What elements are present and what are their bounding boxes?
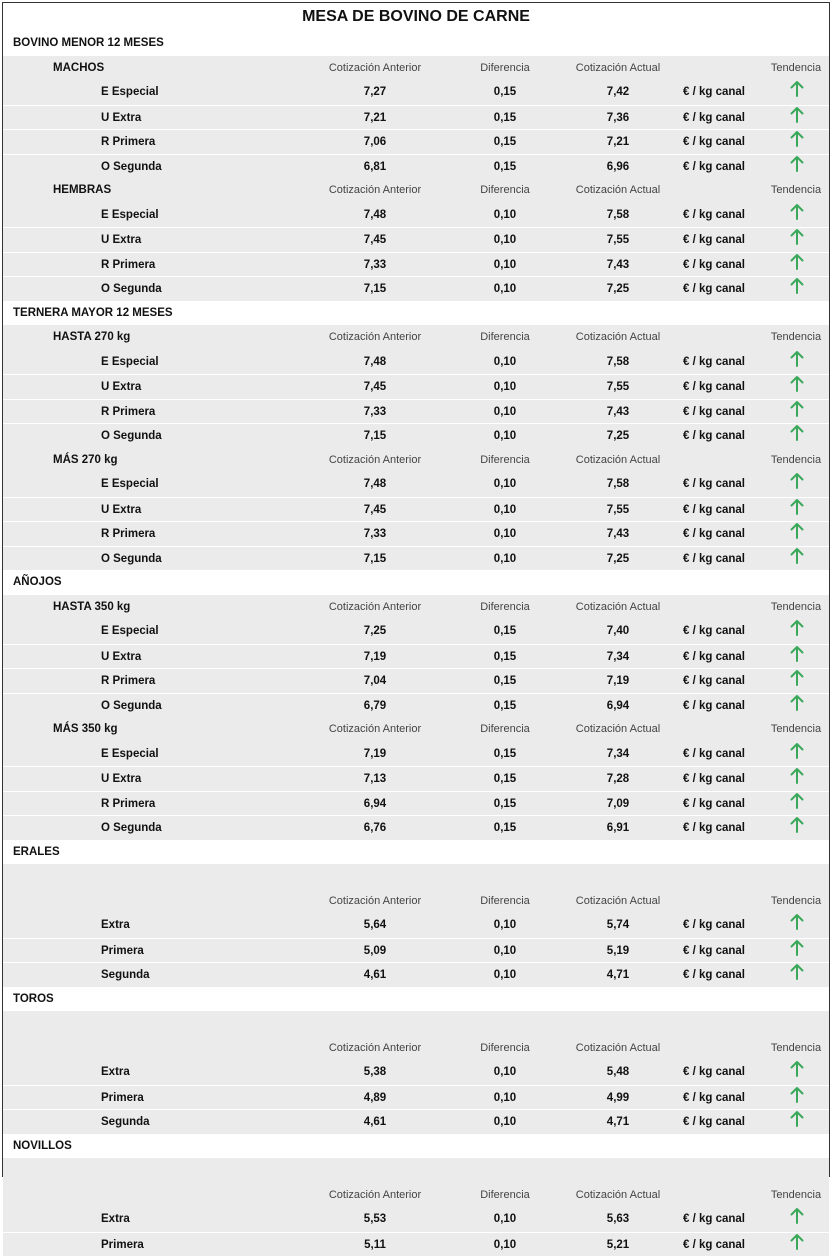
cotizacion-actual-value: 7,34 bbox=[558, 742, 678, 767]
unit-label: € / kg canal bbox=[683, 767, 745, 792]
table-row bbox=[3, 693, 829, 718]
unit-label: € / kg canal bbox=[683, 913, 745, 938]
unit-label: € / kg canal bbox=[683, 375, 745, 400]
header-cotizacion-actual: Cotización Actual bbox=[558, 178, 678, 203]
cotizacion-actual-value: 7,40 bbox=[558, 619, 678, 644]
cotizacion-actual-value: 7,55 bbox=[558, 375, 678, 400]
cotizacion-actual-value: 7,55 bbox=[558, 228, 678, 253]
section-heading bbox=[3, 840, 829, 865]
diferencia-value: 0,10 bbox=[465, 1207, 545, 1232]
grade-label: O Segunda bbox=[101, 155, 162, 180]
unit-label: € / kg canal bbox=[683, 472, 745, 497]
column-header-row bbox=[3, 56, 829, 81]
header-cotizacion-anterior: Cotización Anterior bbox=[313, 889, 437, 914]
unit-label: € / kg canal bbox=[683, 619, 745, 644]
arrow-up-icon bbox=[789, 1060, 805, 1078]
arrow-up-icon bbox=[789, 742, 805, 760]
header-cotizacion-actual: Cotización Actual bbox=[558, 1183, 678, 1208]
grade-label: E Especial bbox=[101, 350, 159, 375]
cotizacion-actual-value: 7,28 bbox=[558, 767, 678, 792]
arrow-up-icon bbox=[789, 939, 805, 957]
diferencia-value: 0,15 bbox=[465, 130, 545, 155]
section-label: AÑOJOS bbox=[13, 570, 62, 595]
diferencia-value: 0,10 bbox=[465, 547, 545, 572]
cotizacion-anterior-value: 7,45 bbox=[313, 498, 437, 523]
cotizacion-anterior-value: 6,76 bbox=[313, 816, 437, 841]
table-row bbox=[3, 105, 829, 130]
header-tendencia: Tendencia bbox=[763, 595, 829, 620]
unit-label: € / kg canal bbox=[683, 253, 745, 278]
cotizacion-anterior-value: 5,64 bbox=[313, 913, 437, 938]
grade-label: R Primera bbox=[101, 792, 155, 817]
table-row bbox=[3, 791, 829, 816]
grade-label: O Segunda bbox=[101, 547, 162, 572]
column-header-row bbox=[3, 889, 829, 914]
arrow-up-icon bbox=[789, 1110, 805, 1128]
table-row bbox=[3, 1060, 829, 1085]
arrow-up-icon bbox=[789, 155, 805, 173]
arrow-up-icon bbox=[789, 253, 805, 271]
diferencia-value: 0,10 bbox=[465, 253, 545, 278]
page-title: MESA DE BOVINO DE CARNE bbox=[3, 3, 829, 31]
table-row bbox=[3, 374, 829, 399]
table-row bbox=[3, 742, 829, 767]
grade-label: R Primera bbox=[101, 522, 155, 547]
unit-label: € / kg canal bbox=[683, 424, 745, 449]
cotizacion-anterior-value: 7,45 bbox=[313, 375, 437, 400]
table-row bbox=[3, 252, 829, 277]
arrow-up-icon bbox=[789, 669, 805, 687]
unit-label: € / kg canal bbox=[683, 669, 745, 694]
diferencia-value: 0,10 bbox=[465, 375, 545, 400]
unit-label: € / kg canal bbox=[683, 130, 745, 155]
table-row bbox=[3, 350, 829, 375]
cotizacion-actual-value: 7,55 bbox=[558, 498, 678, 523]
column-header-row bbox=[3, 178, 829, 203]
arrow-up-icon bbox=[789, 498, 805, 516]
section-label: TOROS bbox=[13, 987, 54, 1012]
cotizacion-anterior-value: 6,94 bbox=[313, 792, 437, 817]
cotizacion-anterior-value: 6,79 bbox=[313, 694, 437, 719]
header-tendencia: Tendencia bbox=[763, 448, 829, 473]
diferencia-value: 0,10 bbox=[465, 472, 545, 497]
arrow-up-icon bbox=[789, 472, 805, 490]
diferencia-value: 0,15 bbox=[465, 645, 545, 670]
header-diferencia: Diferencia bbox=[465, 717, 545, 742]
unit-label: € / kg canal bbox=[683, 80, 745, 105]
cotizacion-anterior-value: 5,11 bbox=[313, 1233, 437, 1257]
arrow-up-icon bbox=[789, 1233, 805, 1251]
diferencia-value: 0,10 bbox=[465, 350, 545, 375]
table-row bbox=[3, 129, 829, 154]
diferencia-value: 0,10 bbox=[465, 400, 545, 425]
unit-label: € / kg canal bbox=[683, 1233, 745, 1257]
diferencia-value: 0,15 bbox=[465, 80, 545, 105]
diferencia-value: 0,10 bbox=[465, 913, 545, 938]
price-table-sheet bbox=[2, 2, 830, 1177]
cotizacion-actual-value: 7,42 bbox=[558, 80, 678, 105]
cotizacion-actual-value: 7,43 bbox=[558, 253, 678, 278]
table-row bbox=[3, 276, 829, 301]
cotizacion-actual-value: 7,58 bbox=[558, 203, 678, 228]
unit-label: € / kg canal bbox=[683, 547, 745, 572]
unit-label: € / kg canal bbox=[683, 1207, 745, 1232]
cotizacion-anterior-value: 7,19 bbox=[313, 645, 437, 670]
header-cotizacion-actual: Cotización Actual bbox=[558, 1036, 678, 1061]
grade-label: U Extra bbox=[101, 375, 141, 400]
arrow-up-icon bbox=[789, 424, 805, 442]
section-heading bbox=[3, 301, 829, 326]
arrow-up-icon bbox=[789, 106, 805, 124]
cotizacion-anterior-value: 7,13 bbox=[313, 767, 437, 792]
arrow-up-icon bbox=[789, 80, 805, 98]
column-header-row bbox=[3, 325, 829, 350]
cotizacion-anterior-value: 7,48 bbox=[313, 203, 437, 228]
grade-label: U Extra bbox=[101, 228, 141, 253]
unit-label: € / kg canal bbox=[683, 203, 745, 228]
grade-label: E Especial bbox=[101, 80, 159, 105]
arrow-up-icon bbox=[789, 767, 805, 785]
unit-label: € / kg canal bbox=[683, 1060, 745, 1085]
column-header-row bbox=[3, 717, 829, 742]
cotizacion-anterior-value: 5,38 bbox=[313, 1060, 437, 1085]
header-diferencia: Diferencia bbox=[465, 1036, 545, 1061]
grade-label: O Segunda bbox=[101, 694, 162, 719]
arrow-up-icon bbox=[789, 130, 805, 148]
diferencia-value: 0,15 bbox=[465, 155, 545, 180]
table-row bbox=[3, 423, 829, 448]
header-tendencia: Tendencia bbox=[763, 889, 829, 914]
column-header-row bbox=[3, 1036, 829, 1061]
cotizacion-actual-value: 7,58 bbox=[558, 350, 678, 375]
header-cotizacion-actual: Cotización Actual bbox=[558, 889, 678, 914]
spacer-row bbox=[3, 1158, 829, 1183]
grade-label: U Extra bbox=[101, 498, 141, 523]
header-cotizacion-anterior: Cotización Anterior bbox=[313, 595, 437, 620]
grade-label: Extra bbox=[101, 913, 130, 938]
grade-label: R Primera bbox=[101, 400, 155, 425]
column-header-row bbox=[3, 448, 829, 473]
grade-label: Segunda bbox=[101, 1110, 150, 1135]
header-tendencia: Tendencia bbox=[763, 1183, 829, 1208]
arrow-up-icon bbox=[789, 400, 805, 418]
grade-label: Extra bbox=[101, 1207, 130, 1232]
table-row bbox=[3, 815, 829, 840]
group-label: HEMBRAS bbox=[53, 178, 111, 203]
header-cotizacion-anterior: Cotización Anterior bbox=[313, 325, 437, 350]
table-row bbox=[3, 668, 829, 693]
section-heading bbox=[3, 1134, 829, 1159]
column-header-row bbox=[3, 595, 829, 620]
grade-label: U Extra bbox=[101, 767, 141, 792]
header-cotizacion-actual: Cotización Actual bbox=[558, 325, 678, 350]
arrow-up-icon bbox=[789, 375, 805, 393]
arrow-up-icon bbox=[789, 1207, 805, 1225]
cotizacion-actual-value: 7,36 bbox=[558, 106, 678, 131]
arrow-up-icon bbox=[789, 645, 805, 663]
diferencia-value: 0,15 bbox=[465, 106, 545, 131]
diferencia-value: 0,10 bbox=[465, 424, 545, 449]
diferencia-value: 0,10 bbox=[465, 228, 545, 253]
grade-label: R Primera bbox=[101, 253, 155, 278]
unit-label: € / kg canal bbox=[683, 400, 745, 425]
arrow-up-icon bbox=[789, 963, 805, 981]
table-row bbox=[3, 154, 829, 179]
grade-label: E Especial bbox=[101, 742, 159, 767]
diferencia-value: 0,10 bbox=[465, 277, 545, 302]
grade-label: U Extra bbox=[101, 645, 141, 670]
table-row bbox=[3, 497, 829, 522]
unit-label: € / kg canal bbox=[683, 498, 745, 523]
unit-label: € / kg canal bbox=[683, 228, 745, 253]
diferencia-value: 0,15 bbox=[465, 792, 545, 817]
cotizacion-actual-value: 7,19 bbox=[558, 669, 678, 694]
cotizacion-anterior-value: 7,33 bbox=[313, 522, 437, 547]
diferencia-value: 0,10 bbox=[465, 203, 545, 228]
cotizacion-actual-value: 7,25 bbox=[558, 547, 678, 572]
section-label: BOVINO MENOR 12 MESES bbox=[13, 31, 164, 56]
cotizacion-actual-value: 6,91 bbox=[558, 816, 678, 841]
arrow-up-icon bbox=[789, 547, 805, 565]
header-tendencia: Tendencia bbox=[763, 325, 829, 350]
cotizacion-actual-value: 7,25 bbox=[558, 424, 678, 449]
unit-label: € / kg canal bbox=[683, 694, 745, 719]
grade-label: R Primera bbox=[101, 130, 155, 155]
section-label: ERALES bbox=[13, 840, 60, 865]
column-header-row bbox=[3, 1183, 829, 1208]
cotizacion-actual-value: 7,43 bbox=[558, 400, 678, 425]
header-cotizacion-anterior: Cotización Anterior bbox=[313, 1183, 437, 1208]
arrow-up-icon bbox=[789, 350, 805, 368]
cotizacion-actual-value: 7,21 bbox=[558, 130, 678, 155]
header-diferencia: Diferencia bbox=[465, 889, 545, 914]
section-heading bbox=[3, 570, 829, 595]
section-label: NOVILLOS bbox=[13, 1134, 72, 1159]
cotizacion-anterior-value: 7,48 bbox=[313, 472, 437, 497]
diferencia-value: 0,10 bbox=[465, 522, 545, 547]
unit-label: € / kg canal bbox=[683, 522, 745, 547]
arrow-up-icon bbox=[789, 619, 805, 637]
header-diferencia: Diferencia bbox=[465, 448, 545, 473]
table-row bbox=[3, 1085, 829, 1110]
table-row bbox=[3, 644, 829, 669]
cotizacion-actual-value: 7,58 bbox=[558, 472, 678, 497]
unit-label: € / kg canal bbox=[683, 742, 745, 767]
cotizacion-anterior-value: 4,61 bbox=[313, 1110, 437, 1135]
diferencia-value: 0,15 bbox=[465, 816, 545, 841]
grade-label: E Especial bbox=[101, 619, 159, 644]
spacer-row bbox=[3, 1011, 829, 1036]
header-diferencia: Diferencia bbox=[465, 595, 545, 620]
diferencia-value: 0,10 bbox=[465, 1060, 545, 1085]
grade-label: E Especial bbox=[101, 203, 159, 228]
cotizacion-actual-value: 7,09 bbox=[558, 792, 678, 817]
grade-label: O Segunda bbox=[101, 816, 162, 841]
cotizacion-anterior-value: 7,25 bbox=[313, 619, 437, 644]
grade-label: Segunda bbox=[101, 963, 150, 988]
diferencia-value: 0,15 bbox=[465, 669, 545, 694]
grade-label: Primera bbox=[101, 939, 144, 964]
cotizacion-anterior-value: 7,48 bbox=[313, 350, 437, 375]
cotizacion-anterior-value: 7,21 bbox=[313, 106, 437, 131]
cotizacion-actual-value: 7,43 bbox=[558, 522, 678, 547]
arrow-up-icon bbox=[789, 277, 805, 295]
unit-label: € / kg canal bbox=[683, 963, 745, 988]
unit-label: € / kg canal bbox=[683, 645, 745, 670]
spacer-row bbox=[3, 864, 829, 889]
cotizacion-anterior-value: 4,89 bbox=[313, 1086, 437, 1111]
unit-label: € / kg canal bbox=[683, 1110, 745, 1135]
cotizacion-anterior-value: 7,04 bbox=[313, 669, 437, 694]
cotizacion-actual-value: 5,63 bbox=[558, 1207, 678, 1232]
cotizacion-anterior-value: 5,53 bbox=[313, 1207, 437, 1232]
cotizacion-actual-value: 6,96 bbox=[558, 155, 678, 180]
header-cotizacion-actual: Cotización Actual bbox=[558, 448, 678, 473]
unit-label: € / kg canal bbox=[683, 1086, 745, 1111]
grade-label: Extra bbox=[101, 1060, 130, 1085]
cotizacion-anterior-value: 4,61 bbox=[313, 963, 437, 988]
header-cotizacion-anterior: Cotización Anterior bbox=[313, 717, 437, 742]
section-label: TERNERA MAYOR 12 MESES bbox=[13, 301, 173, 326]
header-tendencia: Tendencia bbox=[763, 1036, 829, 1061]
unit-label: € / kg canal bbox=[683, 277, 745, 302]
group-label: MACHOS bbox=[53, 56, 104, 81]
cotizacion-anterior-value: 7,19 bbox=[313, 742, 437, 767]
header-cotizacion-anterior: Cotización Anterior bbox=[313, 178, 437, 203]
header-cotizacion-actual: Cotización Actual bbox=[558, 56, 678, 81]
unit-label: € / kg canal bbox=[683, 350, 745, 375]
grade-label: Primera bbox=[101, 1233, 144, 1257]
table-row bbox=[3, 472, 829, 497]
cotizacion-actual-value: 5,19 bbox=[558, 939, 678, 964]
header-tendencia: Tendencia bbox=[763, 56, 829, 81]
diferencia-value: 0,10 bbox=[465, 498, 545, 523]
arrow-up-icon bbox=[789, 913, 805, 931]
section-heading bbox=[3, 31, 829, 56]
cotizacion-actual-value: 7,25 bbox=[558, 277, 678, 302]
header-tendencia: Tendencia bbox=[763, 178, 829, 203]
cotizacion-anterior-value: 7,15 bbox=[313, 424, 437, 449]
group-label: MÁS 350 kg bbox=[53, 717, 118, 742]
table-row bbox=[3, 399, 829, 424]
diferencia-value: 0,10 bbox=[465, 1110, 545, 1135]
table-row bbox=[3, 766, 829, 791]
grade-label: O Segunda bbox=[101, 424, 162, 449]
header-diferencia: Diferencia bbox=[465, 1183, 545, 1208]
arrow-up-icon bbox=[789, 816, 805, 834]
section-heading bbox=[3, 987, 829, 1012]
grade-label: U Extra bbox=[101, 106, 141, 131]
cotizacion-anterior-value: 7,45 bbox=[313, 228, 437, 253]
header-diferencia: Diferencia bbox=[465, 56, 545, 81]
group-label: MÁS 270 kg bbox=[53, 448, 118, 473]
cotizacion-actual-value: 5,48 bbox=[558, 1060, 678, 1085]
cotizacion-actual-value: 4,71 bbox=[558, 963, 678, 988]
cotizacion-anterior-value: 7,15 bbox=[313, 277, 437, 302]
cotizacion-actual-value: 4,99 bbox=[558, 1086, 678, 1111]
header-cotizacion-actual: Cotización Actual bbox=[558, 717, 678, 742]
price-table bbox=[3, 31, 829, 1256]
table-row bbox=[3, 546, 829, 571]
cotizacion-anterior-value: 5,09 bbox=[313, 939, 437, 964]
table-row bbox=[3, 962, 829, 987]
table-row bbox=[3, 521, 829, 546]
group-label: HASTA 350 kg bbox=[53, 595, 130, 620]
cotizacion-actual-value: 5,74 bbox=[558, 913, 678, 938]
unit-label: € / kg canal bbox=[683, 155, 745, 180]
arrow-up-icon bbox=[789, 792, 805, 810]
header-diferencia: Diferencia bbox=[465, 178, 545, 203]
diferencia-value: 0,15 bbox=[465, 619, 545, 644]
cotizacion-anterior-value: 7,06 bbox=[313, 130, 437, 155]
grade-label: O Segunda bbox=[101, 277, 162, 302]
header-cotizacion-actual: Cotización Actual bbox=[558, 595, 678, 620]
cotizacion-anterior-value: 6,81 bbox=[313, 155, 437, 180]
cotizacion-anterior-value: 7,33 bbox=[313, 253, 437, 278]
table-row bbox=[3, 619, 829, 644]
cotizacion-anterior-value: 7,15 bbox=[313, 547, 437, 572]
diferencia-value: 0,10 bbox=[465, 963, 545, 988]
table-row bbox=[3, 1232, 829, 1257]
diferencia-value: 0,15 bbox=[465, 694, 545, 719]
diferencia-value: 0,15 bbox=[465, 767, 545, 792]
cotizacion-actual-value: 4,71 bbox=[558, 1110, 678, 1135]
cotizacion-anterior-value: 7,27 bbox=[313, 80, 437, 105]
table-row bbox=[3, 1109, 829, 1134]
cotizacion-actual-value: 5,21 bbox=[558, 1233, 678, 1257]
cotizacion-anterior-value: 7,33 bbox=[313, 400, 437, 425]
header-tendencia: Tendencia bbox=[763, 717, 829, 742]
table-row bbox=[3, 203, 829, 228]
diferencia-value: 0,10 bbox=[465, 1086, 545, 1111]
cotizacion-actual-value: 6,94 bbox=[558, 694, 678, 719]
table-row bbox=[3, 938, 829, 963]
grade-label: E Especial bbox=[101, 472, 159, 497]
diferencia-value: 0,10 bbox=[465, 939, 545, 964]
header-cotizacion-anterior: Cotización Anterior bbox=[313, 1036, 437, 1061]
table-row bbox=[3, 913, 829, 938]
cotizacion-actual-value: 7,34 bbox=[558, 645, 678, 670]
unit-label: € / kg canal bbox=[683, 106, 745, 131]
unit-label: € / kg canal bbox=[683, 939, 745, 964]
arrow-up-icon bbox=[789, 1086, 805, 1104]
unit-label: € / kg canal bbox=[683, 816, 745, 841]
grade-label: Primera bbox=[101, 1086, 144, 1111]
arrow-up-icon bbox=[789, 522, 805, 540]
unit-label: € / kg canal bbox=[683, 792, 745, 817]
arrow-up-icon bbox=[789, 694, 805, 712]
grade-label: R Primera bbox=[101, 669, 155, 694]
arrow-up-icon bbox=[789, 228, 805, 246]
table-row bbox=[3, 1207, 829, 1232]
table-row bbox=[3, 227, 829, 252]
table-row bbox=[3, 80, 829, 105]
arrow-up-icon bbox=[789, 203, 805, 221]
header-cotizacion-anterior: Cotización Anterior bbox=[313, 56, 437, 81]
header-diferencia: Diferencia bbox=[465, 325, 545, 350]
diferencia-value: 0,15 bbox=[465, 742, 545, 767]
diferencia-value: 0,10 bbox=[465, 1233, 545, 1257]
header-cotizacion-anterior: Cotización Anterior bbox=[313, 448, 437, 473]
group-label: HASTA 270 kg bbox=[53, 325, 130, 350]
